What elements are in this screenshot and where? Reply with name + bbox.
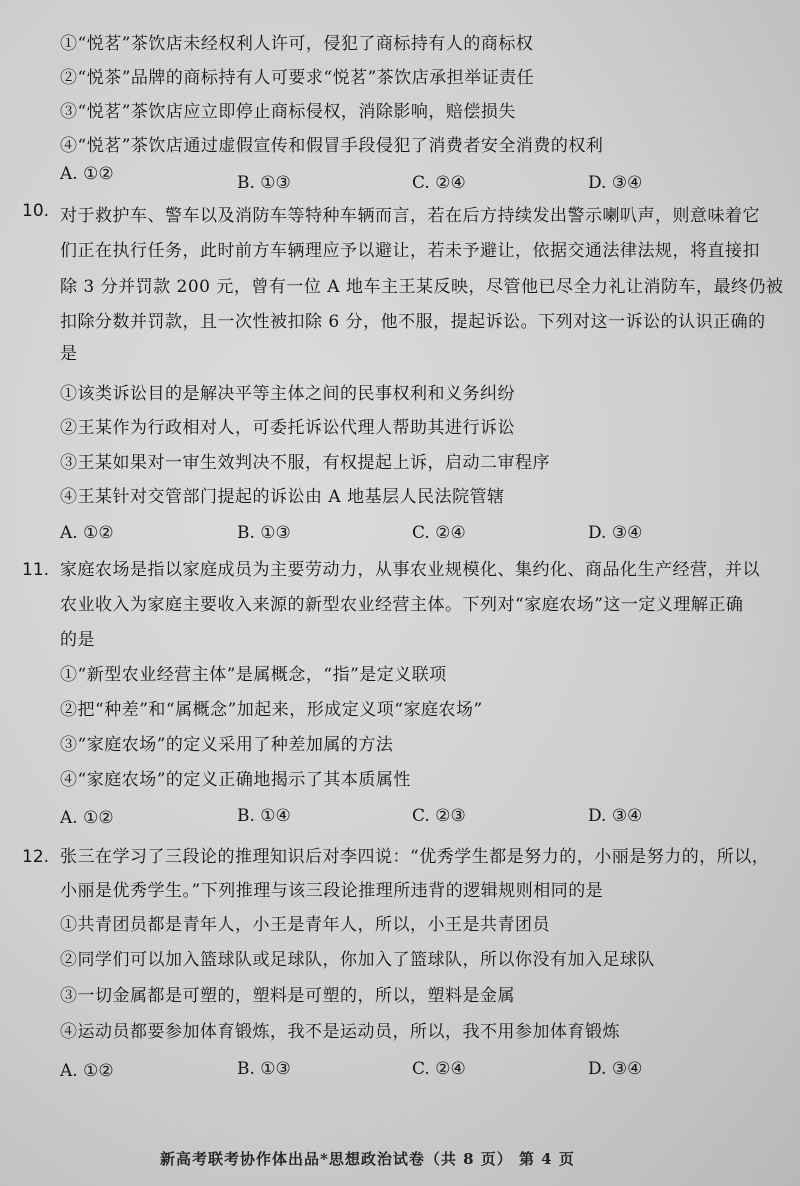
q9-item-3: ③“悦茗”茶饮店应立即停止商标侵权，消除影响，赔偿损失 xyxy=(60,102,516,122)
q11-stem-line-3: 的是 xyxy=(60,630,95,650)
q9-option-d: D. ③④ xyxy=(588,173,643,193)
q10-option-b: B. ①③ xyxy=(237,523,291,543)
q10-item-2: ②王某作为行政相对人，可委托诉讼代理人帮助其进行诉讼 xyxy=(60,418,515,438)
q11-item-3: ③“家庭农场”的定义采用了种差加属的方法 xyxy=(60,735,394,755)
q11-option-d: D. ③④ xyxy=(588,806,643,826)
q9-option-b: B. ①③ xyxy=(237,173,291,193)
q12-option-a: A. ①② xyxy=(60,1061,114,1081)
q9-item-2: ②“悦茶”品牌的商标持有人可要求“悦茗”茶饮店承担举证责任 xyxy=(60,68,535,88)
q11-option-a: A. ①② xyxy=(60,808,114,828)
q12-item-3: ③一切金属都是可塑的，塑料是可塑的，所以，塑料是金属 xyxy=(60,986,515,1006)
q10-stem-line-4: 扣除分数并罚款，且一次性被扣除 6 分，他不服，提起诉讼。下列对这一诉讼的认识正确的 xyxy=(60,312,766,332)
q12-number: 12. xyxy=(22,847,50,867)
q12-item-2: ②同学们可以加入篮球队或足球队，你加入了篮球队，所以你没有加入足球队 xyxy=(60,950,655,970)
q9-option-c: C. ②④ xyxy=(412,173,466,193)
q10-stem-line-1: 对于救护车、警车以及消防车等特种车辆而言，若在后方持续发出警示喇叭声，则意味着它 xyxy=(60,206,760,226)
q12-stem-line-2: 小丽是优秀学生。”下列推理与该三段论推理所违背的逻辑规则相同的是 xyxy=(60,881,604,901)
q12-option-d: D. ③④ xyxy=(588,1059,643,1079)
q10-stem-line-5: 是 xyxy=(60,344,78,364)
page-footer: 新高考联考协作体出品*思想政治试卷（共 8 页） 第 4 页 xyxy=(160,1150,575,1168)
q12-stem-line-1: 张三在学习了三段论的推理知识后对李四说：“优秀学生都是努力的，小丽是努力的，所以， xyxy=(60,847,770,867)
q11-option-c: C. ②③ xyxy=(412,806,466,826)
q11-option-b: B. ①④ xyxy=(237,806,291,826)
q10-stem-line-3: 除 3 分并罚款 200 元，曾有一位 A 地车主王某反映，尽管他已尽全力礼让消防车，最终仍被 xyxy=(60,277,784,297)
q10-option-c: C. ②④ xyxy=(412,523,466,543)
q11-stem-line-1: 家庭农场是指以家庭成员为主要劳动力，从事农业规模化、集约化、商品化生产经营，并以 xyxy=(60,560,760,580)
q11-item-2: ②把“种差”和“属概念”加起来，形成定义项“家庭农场” xyxy=(60,700,483,720)
q9-item-4: ④“悦茗”茶饮店通过虚假宣传和假冒手段侵犯了消费者安全消费的权利 xyxy=(60,136,604,156)
q10-item-4: ④王某针对交管部门提起的诉讼由 A 地基层人民法院管辖 xyxy=(60,487,505,507)
q9-option-a: A. ①② xyxy=(60,164,114,184)
q11-item-1: ①“新型农业经营主体”是属概念，“指”是定义联项 xyxy=(60,665,447,685)
q12-option-c: C. ②④ xyxy=(412,1059,466,1079)
q12-option-b: B. ①③ xyxy=(237,1059,291,1079)
q11-stem-line-2: 农业收入为家庭主要收入来源的新型农业经营主体。下列对“家庭农场”这一定义理解正确 xyxy=(60,595,744,615)
q10-item-1: ①该类诉讼目的是解决平等主体之间的民事权利和义务纠纷 xyxy=(60,384,515,404)
q12-item-4: ④运动员都要参加体育锻炼，我不是运动员，所以，我不用参加体育锻炼 xyxy=(60,1022,620,1042)
q10-option-a: A. ①② xyxy=(60,523,114,543)
q10-stem-line-2: 们正在执行任务，此时前方车辆理应予以避让，若未予避让，依据交通法律法规，将直接扣 xyxy=(60,241,760,261)
q11-item-4: ④“家庭农场”的定义正确地揭示了其本质属性 xyxy=(60,770,411,790)
q10-number: 10. xyxy=(22,201,50,221)
q9-item-1: ①“悦茗”茶饮店未经权利人许可，侵犯了商标持有人的商标权 xyxy=(60,34,534,54)
q12-item-1: ①共青团员都是青年人，小王是青年人，所以，小王是共青团员 xyxy=(60,915,550,935)
q11-number: 11. xyxy=(22,560,50,580)
q10-item-3: ③王某如果对一审生效判决不服，有权提起上诉，启动二审程序 xyxy=(60,453,550,473)
q10-option-d: D. ③④ xyxy=(588,523,643,543)
